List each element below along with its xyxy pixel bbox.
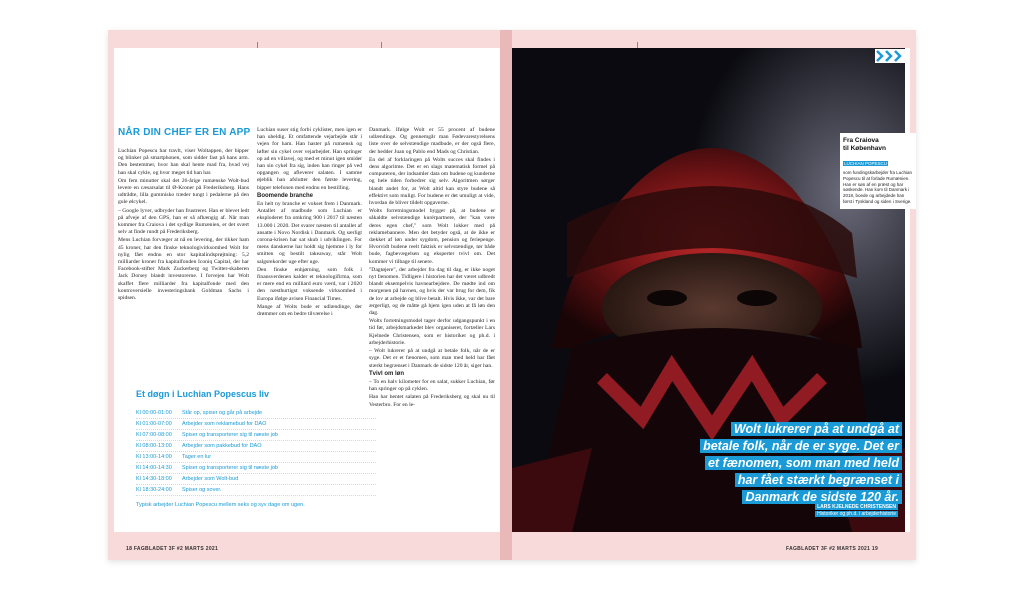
text-column-2 bbox=[257, 127, 362, 319]
pull-quote-line: Danmark de sidste 120 år. bbox=[742, 490, 902, 504]
timeline-time: Kl 14:30-18:00 bbox=[136, 476, 172, 482]
timeline-time: Kl 07:00-08:00 bbox=[136, 432, 172, 438]
pull-quote-line: Wolt lukrerer på at undgå at bbox=[731, 422, 902, 436]
pull-quote-line: et fænomen, som man med held bbox=[705, 456, 902, 470]
paragraph: En del af forklaringen på Wolts succes skal findes i dens algoritme. Det er en slags matematisk formel på computeren, der indsamler data om budene og kunderne og hele tiden forbedrer sig selv. Algoritmen sørger blandt andet for, at Wolt altid kan styre budene så effektivt som muligt. For budene er det umuligt at vide, hvordan de bliver tildelt opgaverne. bbox=[369, 156, 495, 207]
timeline-table bbox=[136, 408, 376, 496]
timeline-row bbox=[136, 408, 376, 419]
folio-left: 18 FAGBLADET 3F #2 MARTS 2021 bbox=[126, 546, 219, 552]
timeline-row bbox=[136, 430, 376, 441]
timeline-desc: Spiser og sover. bbox=[182, 487, 222, 493]
timeline-row bbox=[136, 474, 376, 485]
paragraph: Den finske enhjørning, som folk i finansverdenen kalder et teknologifirma, som er mere end en milliard euro værd, var i 2020 den næsthurtigst voksende virksomhed i Europa ifølge avisen Financial Times. bbox=[257, 266, 362, 302]
timeline-row bbox=[136, 463, 376, 474]
crop-mark bbox=[257, 42, 258, 48]
paragraph: "Dagtøjere", der arbejder fra dag til dag, er ikke noget nyt fænomen. Tidligere i historien har det været udbredt blandt eksempelvis havnearbejdere. De mødte ind om morgenen på havnen, og hvis der var brug for dem, fik de lov at arbejde og blive betalt. Hvis ikke, var det bare ærgerligt, og de måtte gå hjem igen uden at få løn den dag. bbox=[369, 266, 495, 317]
paragraph: Wolts forretningsmodel tager derfor udgangspunkt i en tid før, arbejdsmarkedet blev organiseret, fortæller Lars Kjelnede Christensen, som er historiker og ph.d. i arbejderhistorie. bbox=[369, 318, 495, 346]
caption-body: som fundingskarbejder fra Luchian Popescu til at forlade Rumænien. Han er søn af en præst og har søskende. Han kom til Danmark i 2018, boede og arbejdede han først i Tyskland og siden i Sverige. bbox=[843, 170, 913, 204]
timeline-row bbox=[136, 485, 376, 496]
timeline-time: Kl 00:00-01:00 bbox=[136, 410, 172, 416]
spread-gutter bbox=[500, 30, 512, 560]
subhead: Tvivl om løn bbox=[369, 370, 405, 377]
photo-caption bbox=[840, 133, 916, 209]
timeline-time: Kl 14:00-14:30 bbox=[136, 465, 172, 471]
folio-right: FAGBLADET 3F #2 MARTS 2021 19 bbox=[786, 546, 879, 552]
paragraph: Mange af Wolts bude er udlændinge, der drømmer om en bedre tilværelse i bbox=[257, 303, 362, 318]
caption-title: til København bbox=[843, 144, 886, 152]
crop-mark bbox=[381, 42, 382, 48]
article-headline: NÅR DIN CHEF ER EN APP bbox=[118, 127, 251, 138]
quote-author: LARS KJELNEDE CHRISTENSEN bbox=[817, 504, 896, 510]
text-column-3 bbox=[369, 127, 495, 522]
timeline-row bbox=[136, 441, 376, 452]
timeline-desc: Står op, spiser og går på arbejde bbox=[182, 410, 263, 416]
paragraph: Wolts forretningsmodel bygger på, at budene er såkaldte selvstændige kurérpartnere, der "kan være deres egen chef," som Wolt lokker med på reklamebannere. Men det betyder også, at de ikke er dækket af løn under sygdom, pension og feriepenge. Hvorvidt budene reelt faktisk er selvstændige, tør både bude, fagbevægelsen og eksperter tvivl om. Det kommer vi tilbage til senere. bbox=[369, 208, 495, 265]
paragraph: – To en halv kilometer for en salat, sukker Luchian, før han springer op på cyklen. bbox=[369, 378, 495, 393]
pull-quote bbox=[632, 421, 902, 506]
timeline-desc: Arbejder som pakkebud for DAO bbox=[182, 443, 262, 449]
timeline-desc: Tager en lur bbox=[182, 454, 212, 460]
chevron-right-icon bbox=[875, 49, 905, 63]
paragraph: – Google lyver, udbryder han frustreret. Han er blevet ledt på afveje af den GPS, han er så afhængig af. Når man kommer fra Craiova i det sydlige Rumænien, er det svært selv at finde rundt på Frederiksberg. bbox=[118, 207, 249, 236]
paragraph: Danmark. Ifølge Wolt er 55 procent af budene udlændinge. Og gennemgår man Fødevarestyrelsens liste over de selvstændige madbude, er der også flere, der hedder Juan og Pablo end Mads og Christian. bbox=[369, 127, 495, 155]
timeline-desc: Spiser og transporterer sig til næste job bbox=[182, 432, 278, 438]
timeline-row bbox=[136, 419, 376, 430]
timeline-desc: Arbejder som Wolt-bud bbox=[182, 476, 239, 482]
timeline-desc: Arbejder som reklamebud for DAO bbox=[182, 421, 267, 427]
paragraph: Om fem minutter skal det 26-årige rumænske Wolt-bud levere en cæsarsalat til Ø-Kroner på Frederiksberg. Hans udtrådte, lilla gummisko træder tungt i pedalerne på den gule ølcykel. bbox=[118, 177, 249, 206]
timeline-time: Kl 18:30-24:00 bbox=[136, 487, 172, 493]
timeline-time: Kl 08:00-13:00 bbox=[136, 443, 172, 449]
paragraph: En helt ny branche er vokset frem i Danmark. Antallet af madbude som Luchian er eksploderet fra omkring 900 i 2017 til næsten 13.000 i 2020. Det svarer næsten til antallet af ansatte i Novo Nordisk i Danmark. Og særligt corona-krisen har sat skub i udviklingen. For mens danskerne har holdt sig hjemme i ly for smitten og bestilt takeaway, står Wolt salgsrekorder uge efter uge. bbox=[257, 201, 362, 265]
paragraph: Mens Luchian forvæger at nå en levering, der tikker ham 45 kroner, har den finske teknologivirksomhed Wolt for nylig fået endnu en stor kapitalindsprøjtning: 5,2 milliarder kroner fra kapitalfonden Iconiq Capital, der har Facebook-stifter Mark Zuckerberg og Twitter-skaberen Jack Dorsey blandt investorerne. I forvejen har Wolt skaffet flere milliarder fra kapitalfonde med den kontroversielle investeringsbank Goldman Sachs i spidsen. bbox=[118, 237, 249, 302]
pull-quote-line: har fået stærkt begrænset i bbox=[735, 473, 902, 487]
paragraph: – Wolt lukrerer på at undgå at betale folk, når de er syge. Det er et fænomen, som man med held har fået stærkt begrænset i Danmark de sidste 120 år, siger han. bbox=[369, 348, 495, 369]
paragraph: Luchian suser stig forbi cyklister, men igen er han uheldig. Et omfattende vejarbejde står i vejen for ham. Han haster på rumænsk og løfter sin cykel over vejarbejdet. Han springer op ad en villavej, og med et minut igen smider han sin cykel fra sig, inden han ringer på ved opgangen og afleverer salaten. I samme øjeblik han afslutter den første levering, bipper telefonen med endnu en bestilling. bbox=[257, 127, 362, 191]
paragraph: Luchian Popescu har travlt, viser Woltappen, der bipper og blinker på smartphonen, som sidder fast på hans arm. Den bestemmer, hvor han skal hente mad fra, hvad vej han skal cykle, og hvor meget tid han har. bbox=[118, 148, 249, 176]
timeline-title: Et døgn i Luchian Popescus liv bbox=[136, 389, 270, 399]
paragraph: Han har hentet salaten på Frederiksberg og skal nu til Vesterbro. For en le- bbox=[369, 394, 495, 408]
caption-subtitle: LUCHIAN POPESCU bbox=[844, 161, 888, 166]
pull-quote-line: betale folk, når de er syge. Det er bbox=[700, 439, 902, 453]
timeline-time: Kl 13:00-14:00 bbox=[136, 454, 172, 460]
timeline-desc: Spiser og transporterer sig til næste job bbox=[182, 465, 278, 471]
subhead: Boomende branche bbox=[257, 192, 314, 199]
timeline-time: Kl 01:00-07:00 bbox=[136, 421, 172, 427]
timeline-note: Typisk arbejder Luchian Popescu mellem seks og syv dage om ugen. bbox=[136, 502, 305, 508]
quote-attribution bbox=[780, 504, 898, 517]
timeline-row bbox=[136, 452, 376, 463]
caption-title: Fra Craiova bbox=[843, 137, 879, 144]
text-column-1 bbox=[118, 148, 249, 303]
quote-author-role: Historiker og ph.d. i arbejderhistorie bbox=[817, 511, 896, 517]
